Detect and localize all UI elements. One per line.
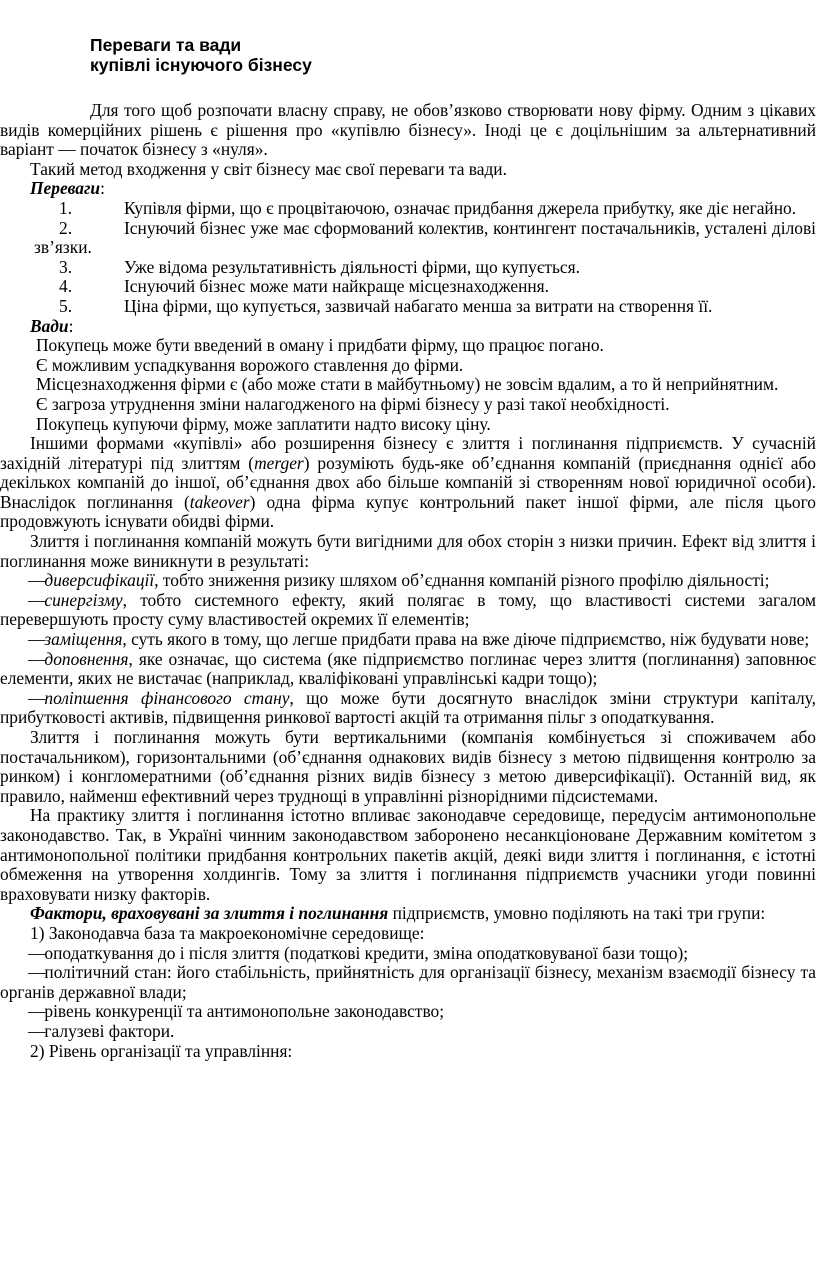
disadvantages-label: Вади — [30, 315, 69, 336]
title-line-1: Переваги та вади — [90, 35, 242, 55]
list-item: 5. Ціна фірми, що купується, зазвичай набагато менша за витрати на створення її. — [59, 295, 713, 316]
list-item: 2. Існуючий бізнес уже має сформований колектив, контингент постачальників, усталені ділові зв’язки. — [34, 217, 816, 258]
list-item: —диверсифікації, тобто зниження ризику шляхом об’єднання компаній різного профілю діяльності; — [28, 570, 770, 591]
term-merger: merger — [254, 452, 304, 473]
list-item: 1. Купівля фірми, що є процвітаючою, означає придбання джерела прибутку, яке діє негайно. — [59, 197, 797, 218]
intro-paragraph: Для того щоб розпочати власну справу, не обов’язково створювати нову фірму. Одним з цікавих видів комерційних рішень є рішення про «купівлю бізнесу». Іноді це є доцільнішим за альтернативний варіант — початок бізнесу з «нуля». — [0, 100, 816, 160]
merger-types-paragraph: Злиття і поглинання можуть бути вертикальними (компанія комбінується зі споживачем або постачальником), горизонтальними (об’єднання однакових видів бізнесу з метою підвищення контролю за ринком) і конгломератними (об’єднання різних видів бізнесу з метою диверсифікації). Останній вид, як правило, найменш ефективний через труднощі в управлінні різнорідними підсистемами. — [0, 727, 816, 806]
advantages-label: Переваги — [30, 178, 101, 199]
list-item: 3. Уже відома результативність діяльності фірми, що купується. — [59, 256, 580, 277]
factor-group-2: 2) Рівень організації та управління: — [30, 1040, 293, 1061]
disadvantages-heading: Вади: — [30, 315, 74, 336]
document-body — [0, 101, 816, 1061]
term-takeover: takeover — [189, 491, 250, 512]
page-title — [90, 35, 312, 75]
list-item: —синергізму, тобто системного ефекту, який полягає в тому, що властивості системи загалом перевершують просту суму властивостей окремих її елементів; — [0, 589, 816, 630]
list-item: Місцезнаходження фірми є (або може стати в майбутньому) не зовсім вдалим, а то й неприйнятним. — [36, 374, 779, 395]
list-item: Покупець купуючи фірму, може заплатити надто високу ціну. — [36, 413, 491, 434]
list-item: —рівень конкуренції та антимонопольне законодавство; — [28, 1001, 445, 1022]
list-item: Є загроза утруднення зміни налагодженого на фірмі бізнесу у разі такої необхідності. — [36, 393, 670, 414]
list-item: —поліпшення фінансового стану, що може бути досягнуто внаслідок зміни структури капіталу, прибутковості активів, підвищення ринкової вартості акцій та отримання пільг з оподаткування. — [0, 687, 816, 728]
effects-intro-paragraph: Злиття і поглинання компаній можуть бути вигідними для обох сторін з низки причин. Ефект від злиття і поглинання може виникнути в результаті: — [0, 531, 816, 571]
advantages-heading: Переваги: — [30, 178, 105, 199]
list-item: 4. Існуючий бізнес може мати найкраще місцезнаходження. — [59, 276, 550, 297]
list-item: Є можливим успадкування ворожого ставлення до фірми. — [36, 354, 464, 375]
list-item: —галузеві фактори. — [28, 1020, 175, 1041]
list-item: —політичний стан: його стабільність, прийнятність для організації бізнесу, механізм взаємодії бізнесу та органів державної влади; — [0, 962, 816, 1002]
factor-group-1: 1) Законодавча база та макроекономічне середовище: — [30, 922, 425, 943]
legislation-paragraph: На практику злиття і поглинання істотно впливає законодавче середовище, передусім антимонопольне законодавство. Так, в Україні чинним законодавством заборонено несанкціоноване Державним комітетом з антимонопольної політики придбання контрольних пакетів акцій, деякі види злиття і поглинання, є істотні обмеження на утворення холдингів. Тому за злиття і поглинання підприємств учасники угоди повинні враховувати низку факторів. — [0, 805, 816, 904]
list-item: —оподаткування до і після злиття (податкові кредити, зміна оподатковуваної бази тощо); — [28, 942, 689, 963]
list-item: —заміщення, суть якого в тому, що легше придбати права на вже діюче підприємство, ніж будувати нове; — [28, 629, 810, 650]
title-line-2: купівлі існуючого бізнесу — [90, 55, 312, 75]
list-item: Покупець може бути введений в оману і придбати фірму, що працює погано. — [36, 335, 604, 356]
merger-paragraph: Іншими формами «купівлі» або розширення бізнесу є злиття і поглинання підприємств. У сучасній західній літературі під злиттям (merger) розуміють будь-яке об’єднання компаній (приєднання однієї або декількох компаній до іншої, об’єднання двох або більше компаній зі створенням нової юридичної особи). Внаслідок поглинання (takeover) одна фірма купує контрольний пакет іншої фірми, але після цього продовжують існувати обидві фірми. — [0, 433, 816, 532]
intro-paragraph-2: Такий метод входження у світ бізнесу має свої переваги та вади. — [30, 158, 507, 179]
factors-label: Фактори, враховувані за злиття і поглинання — [30, 903, 389, 924]
factors-paragraph: Фактори, враховувані за злиття і поглинання підприємств, умовно поділяють на такі три групи: — [30, 903, 766, 924]
list-item: —доповнення, яке означає, що система (яке підприємство поглинає через злиття (поглинання) заповнює елементи, яких не вистачає (наприклад, кваліфіковані управлінські кадри тощо); — [0, 648, 816, 689]
